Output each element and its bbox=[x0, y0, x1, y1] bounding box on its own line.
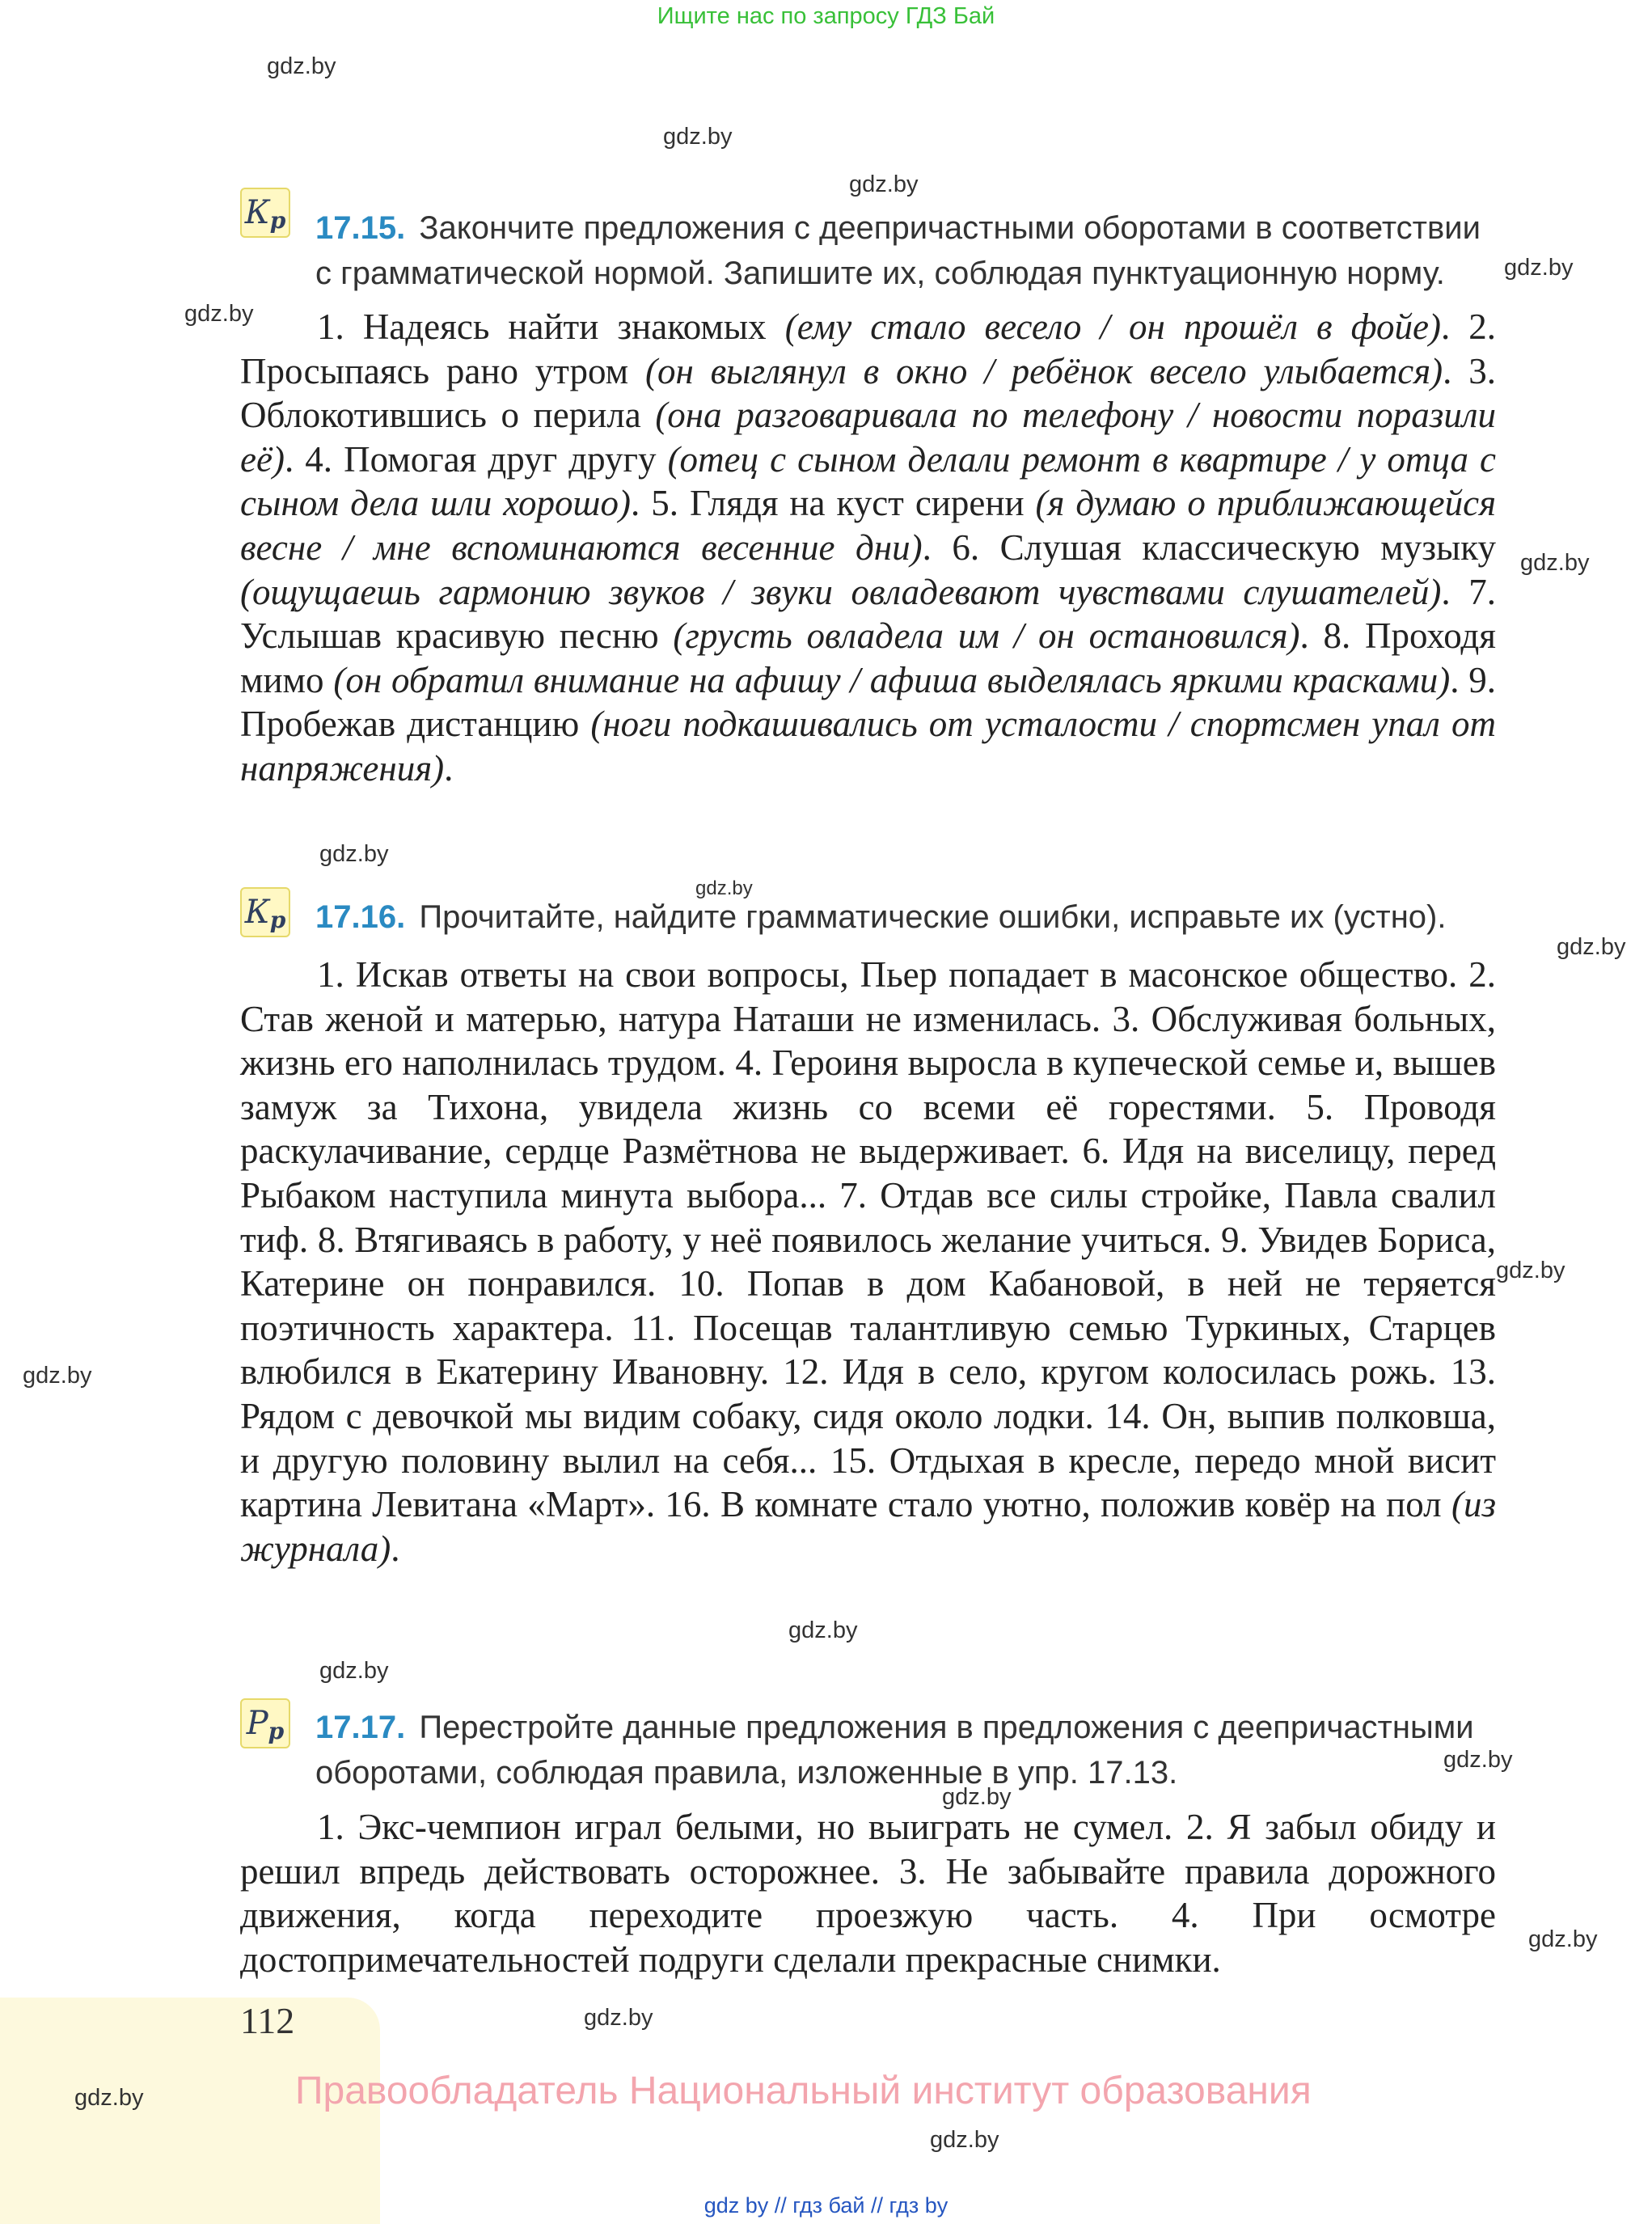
text-segment: . bbox=[444, 747, 454, 789]
top-banner[interactable]: Ищите нас по запросу ГДЗ Бай bbox=[657, 3, 995, 29]
task-17-15-kr-icon: $К_р$ bbox=[240, 188, 290, 238]
watermark: gdz.by bbox=[319, 1658, 389, 1684]
watermark: gdz.by bbox=[695, 877, 753, 899]
text-segment: . 2. Просыпаясь рано утром bbox=[240, 307, 1497, 391]
watermark: gdz.by bbox=[584, 2005, 653, 2031]
task-instruction: Закончите предложения с деепричастными оборотами в соответствии с грамматической нормой. Запишите их, соблюдая пунктуационную норму. bbox=[315, 210, 1481, 291]
watermark: gdz.by bbox=[1557, 934, 1626, 960]
watermark: gdz.by bbox=[1528, 1926, 1598, 1952]
italic-text-segment: (грусть овладела им / он остановился) bbox=[673, 615, 1300, 657]
italic-text-segment: (ощущаешь гармонию звуков / звуки овладевают чувствами слушателей) bbox=[240, 571, 1442, 612]
text-segment: 1. Надеясь найти знакомых bbox=[317, 307, 785, 347]
text-segment: 1. Искав ответы на свои вопросы, Пьер попадает в масонское общество. 2. Став женой и матерью, натура Наташи не изменилась. 3. Обслуживая больных, жизнь его наполнилась трудом. 4. Героиня выросла в купеческой семье и, вышев замуж за Тихона, увидела жизнь со всеми её горестями. 5. Проводя раскулачивание, сердце Размётнова не выдерживает. 6. Идя на виселицу, перед Рыбаком наступила минута выбора... 7. Отдав все силы стройке, Павла свалил тиф. 8. Втягиваясь в работу, у неё появилось желание учиться. 9. Увидев Бориса, Катерине он понравился. 10. Попав в дом Кабановой, в ней не теряется поэтичность характера. 11. Посещав талантливую семью Туркиных, Старцев влюбился в Екатерину Ивановну. 12. Идя в село, кругом колосилась рожь. 13. Рядом с девочкой мы видим собаку, сидя около лодки. 14. Он, выпив полковша, и другую половину вылил на себя... 15. Отдыхая в кресле, передо мной висит картина Левитана «Март». 16. В комнате стало уютно, положив ковёр на пол bbox=[240, 954, 1496, 1525]
task-17-17-rr-icon: $Р_р$ bbox=[240, 1698, 290, 1748]
task-number: 17.17. bbox=[315, 1710, 406, 1745]
watermark: gdz.by bbox=[1496, 1258, 1565, 1283]
task-17-15-text bbox=[240, 305, 1496, 791]
rights-holder: Правообладатель Национальный институт образования bbox=[295, 2070, 1312, 2112]
watermark: gdz.by bbox=[184, 301, 254, 327]
task-number: 17.16. bbox=[315, 899, 406, 935]
text-segment: . 6. Слушая классическую музыку bbox=[922, 526, 1496, 568]
italic-text-segment: (он обратил внимание на афишу / афиша выделялась яркими красками) bbox=[333, 659, 1451, 700]
task-17-16-heading bbox=[315, 894, 1496, 940]
watermark: gdz.by bbox=[849, 171, 919, 197]
bottom-links[interactable]: gdz by // гдз бай // гдз by bbox=[703, 2193, 949, 2218]
task-17-16-text bbox=[240, 953, 1496, 1571]
task-17-17-text bbox=[240, 1805, 1496, 1981]
italic-text-segment: (я думаю о приближающейся весне / мне вспоминаются весенние дни) bbox=[240, 483, 1496, 568]
text-segment: 1. Экс-чемпион играл белыми, но выиграть не сумел. 2. Я забыл обиду и решил впредь действовать осторожнее. 3. Не забывайте правила дорожного движения, когда переходите проезжую часть. 4. При осмотре достопримечательностей подруги сделали прекрасные снимки. bbox=[240, 1807, 1496, 1980]
watermark: gdz.by bbox=[74, 2085, 144, 2111]
watermark: gdz.by bbox=[1504, 255, 1574, 281]
text-segment: . 4. Помогая друг другу bbox=[284, 438, 668, 480]
text-segment: . bbox=[391, 1528, 400, 1569]
task-17-15-heading bbox=[315, 205, 1496, 296]
watermark: gdz.by bbox=[788, 1617, 858, 1643]
watermark: gdz.by bbox=[319, 841, 389, 867]
italic-text-segment: (она разговаривала по телефону / новости поразили её) bbox=[240, 395, 1496, 480]
watermark: gdz.by bbox=[930, 2127, 999, 2153]
task-17-17-heading bbox=[315, 1705, 1496, 1795]
watermark: gdz.by bbox=[267, 53, 336, 79]
watermark: gdz.by bbox=[23, 1363, 92, 1389]
italic-text-segment: (он выглянул в окно / ребёнок весело улыбается) bbox=[644, 350, 1443, 391]
watermark: gdz.by bbox=[1443, 1747, 1513, 1773]
italic-text-segment: (ему стало весело / он прошёл в фойе) bbox=[784, 307, 1441, 347]
watermark: gdz.by bbox=[663, 124, 733, 150]
text-segment: . 9. Пробежав дистанцию bbox=[240, 659, 1497, 745]
italic-text-segment: (ноги подкашивались от усталости / спортсмен упал от напряжения) bbox=[240, 704, 1496, 789]
task-17-16-kr-icon: $К_р$ bbox=[240, 887, 290, 937]
text-segment: . 8. Проходя мимо bbox=[240, 615, 1496, 700]
task-number: 17.15. bbox=[315, 210, 406, 246]
task-instruction: Прочитайте, найдите грамматические ошибки, исправьте их (устно). bbox=[419, 899, 1447, 935]
italic-text-segment: (отец с сыном делали ремонт в квартире / у отца с сыном дела шли хорошо) bbox=[240, 438, 1497, 524]
watermark: gdz.by bbox=[1520, 550, 1590, 576]
text-segment: . 7. Услышав красивую песню bbox=[240, 571, 1497, 657]
text-segment: . 3. Облокотившись о перила bbox=[240, 350, 1497, 436]
text-segment: . 5. Глядя на куст сирени bbox=[631, 483, 1036, 524]
watermark: gdz.by bbox=[942, 1784, 1012, 1810]
page-number: 112 bbox=[240, 2000, 295, 2041]
task-instruction: Перестройте данные предложения в предложения с деепричастными оборотами, соблюдая правила, изложенные в упр. 17.13. bbox=[315, 1710, 1474, 1791]
italic-text-segment: (из журнала) bbox=[240, 1484, 1496, 1569]
